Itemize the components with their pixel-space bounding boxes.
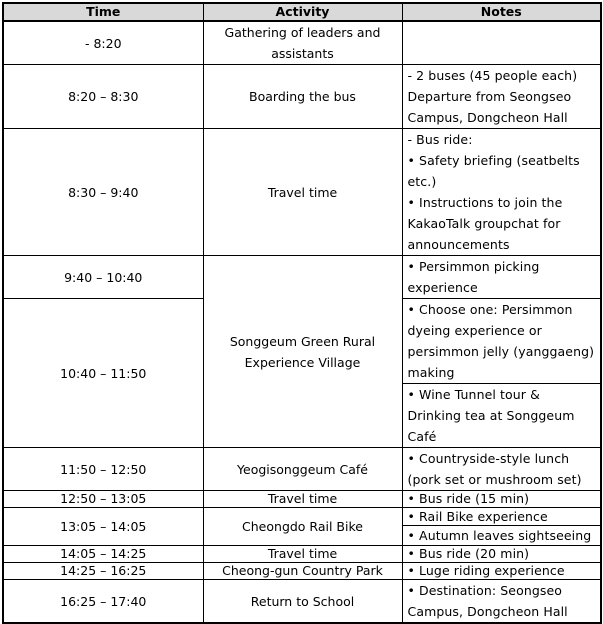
- activity-cell: Songgeum Green Rural Experience Village: [203, 256, 402, 448]
- time-cell: 10:40 – 11:50: [3, 299, 203, 448]
- activity-cell: Return to School: [203, 580, 402, 624]
- table-row: [3, 129, 601, 256]
- notes-cell: • Luge riding experience: [402, 563, 601, 580]
- table-row: [3, 580, 601, 624]
- activity-cell: Cheongdo Rail Bike: [203, 508, 402, 546]
- notes-cell: • Wine Tunnel tour & Drinking tea at Songgeum Café: [402, 384, 601, 448]
- header-notes: Notes: [402, 3, 601, 21]
- activity-cell: Yeogisonggeum Café: [203, 448, 402, 491]
- time-cell: 8:30 – 9:40: [3, 129, 203, 256]
- table-row: [3, 491, 601, 508]
- notes-cell: • Rail Bike experience: [402, 508, 601, 526]
- header-time: Time: [3, 3, 203, 21]
- notes-cell: • Autumn leaves sightseeing: [402, 526, 601, 546]
- table-row: [3, 21, 601, 65]
- time-cell: 12:50 – 13:05: [3, 491, 203, 508]
- time-cell: 9:40 – 10:40: [3, 256, 203, 299]
- note-line: - 2 buses (45 people each) Departure from Seongseo Campus, Dongcheon Hall: [407, 68, 578, 125]
- notes-cell: • Countryside-style lunch (pork set or mushroom set): [402, 448, 601, 491]
- activity-cell: Travel time: [203, 129, 402, 256]
- time-cell: 14:05 – 14:25: [3, 546, 203, 563]
- notes-cell: • Choose one: Persimmon dyeing experience or persimmon jelly (yanggaeng) making: [402, 299, 601, 384]
- schedule-table: [2, 2, 602, 624]
- table-row: [3, 508, 601, 526]
- notes-cell: [402, 129, 601, 256]
- notes-cell: • Destination: Seongseo Campus, Dongcheon Hall: [402, 580, 601, 624]
- activity-cell: Travel time: [203, 546, 402, 563]
- time-cell: 11:50 – 12:50: [3, 448, 203, 491]
- table-row: [3, 448, 601, 491]
- notes-cell: [402, 65, 601, 129]
- activity-cell: Boarding the bus: [203, 65, 402, 129]
- notes-cell: • Bus ride (20 min): [402, 546, 601, 563]
- time-cell: 16:25 – 17:40: [3, 580, 203, 624]
- notes-cell: [402, 256, 601, 299]
- note-line: • Safety briefing (seatbelts etc.): [407, 153, 580, 189]
- activity-cell: Gathering of leaders and assistants: [203, 21, 402, 65]
- time-cell: - 8:20: [3, 21, 203, 65]
- table-row: [3, 563, 601, 580]
- time-cell: 13:05 – 14:05: [3, 508, 203, 546]
- header-row: [3, 3, 601, 21]
- table-row: [3, 65, 601, 129]
- note-line: • Persimmon picking experience: [407, 259, 540, 295]
- note-line: - Bus ride:: [407, 132, 473, 147]
- header-activity: Activity: [203, 3, 402, 21]
- time-cell: 14:25 – 16:25: [3, 563, 203, 580]
- table-row: [3, 256, 601, 299]
- time-cell: 8:20 – 8:30: [3, 65, 203, 129]
- notes-cell: [402, 21, 601, 65]
- table-row: [3, 546, 601, 563]
- activity-cell: Travel time: [203, 491, 402, 508]
- notes-cell: • Bus ride (15 min): [402, 491, 601, 508]
- activity-cell: Cheong-gun Country Park: [203, 563, 402, 580]
- note-line: • Instructions to join the KakaoTalk groupchat for announcements: [407, 195, 563, 252]
